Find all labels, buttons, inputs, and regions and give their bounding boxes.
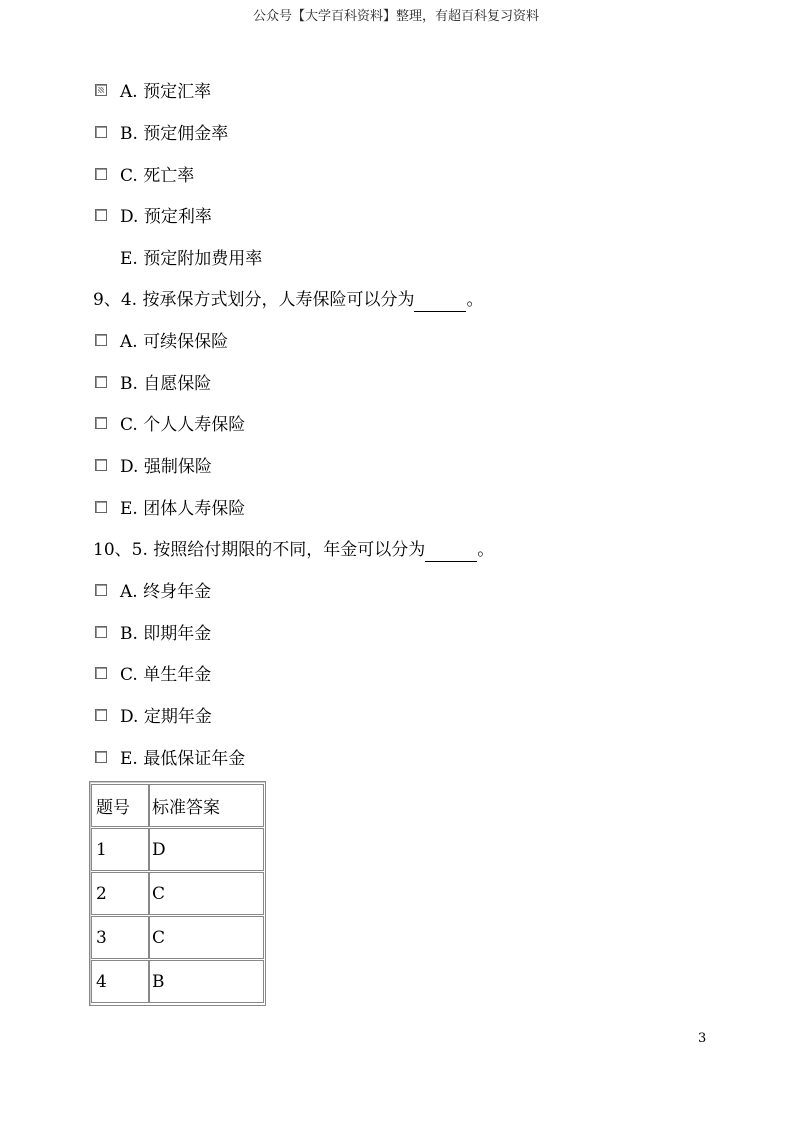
q8-option-d[interactable] — [95, 205, 212, 229]
checkbox-icon[interactable] — [95, 168, 107, 180]
table-cell: 1 — [96, 839, 107, 860]
option-label: D. 定期年金 — [120, 707, 212, 727]
table-cell: B — [148, 961, 263, 1002]
table-row — [91, 872, 264, 915]
question-text: 10、5. 按照给付期限的不同，年金可以分为 — [93, 540, 426, 560]
table-header-cell: 标准答案 — [148, 785, 263, 826]
q8-option-c[interactable] — [95, 164, 194, 188]
q8-option-b[interactable] — [95, 122, 228, 146]
q8-option-a[interactable] — [95, 80, 211, 104]
checkbox-icon[interactable] — [95, 709, 107, 721]
q9-option-e[interactable] — [95, 497, 245, 521]
answer-blank — [425, 544, 477, 562]
q10-option-c[interactable] — [95, 663, 211, 687]
table-cell: 2 — [96, 883, 107, 904]
checkbox-checked-icon[interactable] — [95, 84, 107, 96]
option-label: B. 自愿保险 — [120, 374, 212, 394]
option-label: B. 即期年金 — [120, 624, 212, 644]
option-label: A. 终身年金 — [120, 582, 212, 602]
q10-option-b[interactable] — [95, 622, 211, 646]
option-label: B. 预定佣金率 — [120, 124, 229, 144]
q9-option-a[interactable] — [95, 330, 228, 354]
question-text: 9、4. 按承保方式划分，人寿保险可以分为 — [93, 290, 415, 310]
q9-option-b[interactable] — [95, 372, 211, 396]
checkbox-icon[interactable] — [95, 584, 107, 596]
table-cell: D — [148, 829, 263, 870]
checkbox-icon[interactable] — [95, 376, 107, 388]
q10-option-e[interactable] — [95, 747, 245, 771]
table-header-cell: 题号 — [96, 798, 130, 818]
table-row — [91, 828, 264, 871]
option-label: E. 最低保证年金 — [120, 749, 246, 769]
table-cell: 4 — [96, 971, 107, 992]
table-row — [91, 916, 264, 959]
checkbox-icon[interactable] — [95, 626, 107, 638]
checkbox-icon[interactable] — [95, 501, 107, 513]
answer-blank — [414, 294, 466, 312]
page-header: 公众号【大学百科资料】整理，有超百科复习资料 — [252, 9, 539, 24]
checkbox-icon[interactable] — [95, 126, 107, 138]
table-cell: 3 — [96, 927, 107, 948]
checkbox-icon[interactable] — [95, 209, 107, 221]
checkbox-icon[interactable] — [95, 459, 107, 471]
table-row — [91, 960, 264, 1003]
checkbox-icon[interactable] — [95, 751, 107, 763]
checkbox-icon[interactable] — [95, 417, 107, 429]
table-cell: C — [148, 873, 263, 914]
q9-option-c[interactable] — [95, 413, 245, 437]
checkbox-icon[interactable] — [95, 334, 107, 346]
option-label: E. 预定附加费用率 — [120, 249, 263, 269]
answer-table — [89, 781, 266, 1006]
q8-option-e — [120, 247, 262, 271]
option-label: D. 强制保险 — [120, 457, 212, 477]
q9-option-d[interactable] — [95, 455, 212, 479]
option-label: C. 个人人寿保险 — [120, 415, 246, 435]
question-suffix: 。 — [466, 290, 484, 310]
q10-option-d[interactable] — [95, 705, 212, 729]
option-label: C. 死亡率 — [120, 166, 195, 186]
option-label: A. 预定汇率 — [120, 82, 212, 102]
option-label: A. 可续保保险 — [120, 332, 229, 352]
question-10 — [93, 538, 494, 562]
checkbox-icon[interactable] — [95, 667, 107, 679]
question-9 — [93, 288, 483, 312]
option-label: C. 单生年金 — [120, 665, 212, 685]
table-header-row — [91, 784, 264, 827]
table-cell: C — [148, 917, 263, 958]
page-number: 3 — [698, 1031, 707, 1046]
option-label: E. 团体人寿保险 — [120, 499, 246, 519]
option-label: D. 预定利率 — [120, 207, 212, 227]
question-suffix: 。 — [477, 540, 495, 560]
q10-option-a[interactable] — [95, 580, 211, 604]
